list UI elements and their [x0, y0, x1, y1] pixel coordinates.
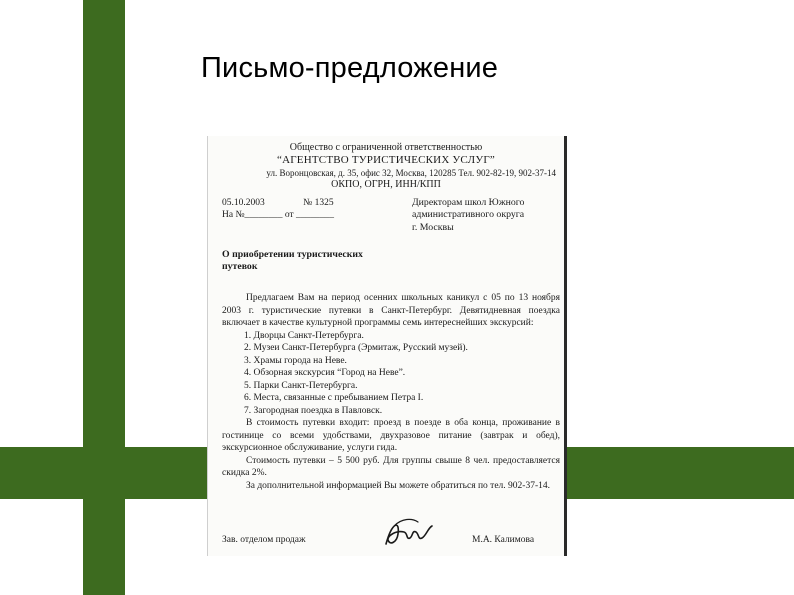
company-form: Общество с ограниченной ответственностью — [289, 142, 483, 153]
letter-contact: За дополнительной информацией Вы можете обратиться по тел. 902-37-14. — [246, 480, 550, 491]
excursion-item: 7. Загородная поездка в Павловск. — [244, 405, 383, 416]
letter-reference: На №________ от ________ — [222, 210, 335, 221]
addressee-line: Директорам школ Южного — [412, 197, 525, 208]
subject-line: О приобретении туристических — [222, 249, 363, 260]
letter-price: Стоимость путевки – 5 500 руб. Для группы свыше 8 чел. предоставляется скидка 2%. — [222, 455, 560, 478]
handwritten-signature — [378, 516, 438, 552]
excursion-list — [222, 330, 560, 418]
excursion-item: 1. Дворцы Санкт-Петербурга. — [244, 330, 364, 341]
addressee-line: г. Москвы — [412, 221, 454, 233]
letter-date: 05.10.2003 — [222, 198, 265, 208]
letter-body — [222, 292, 560, 492]
addressee-block — [412, 197, 562, 234]
excursion-item: 3. Храмы города на Неве. — [244, 355, 347, 366]
excursion-item: 5. Парки Санкт-Петербурга. — [244, 380, 358, 391]
letter-scan — [207, 136, 567, 556]
signer-name: М.А. Калимова — [472, 535, 535, 545]
excursion-item: 6. Места, связанные с пребыванием Петра I. — [244, 393, 424, 403]
excursion-item: 4. Обзорная экскурсия “Город на Неве”. — [244, 368, 406, 378]
slide-title: Письмо-предложение — [201, 52, 499, 84]
letter-intro: Предлагаем Вам на период осенних школьных каникул с 05 по 13 ноября 2003 г. туристические путевки в Санкт-Петербург. Девятидневная поездка включает в качестве культурной программы семь интереснейших экскурсий: — [222, 293, 560, 328]
subject-line: путевок — [222, 261, 258, 273]
company-address: ул. Воронцовская, д. 35, офис 32, Москва, 120285 Тел. 902-82-19, 902-37-14 — [266, 167, 556, 178]
letter-header — [216, 142, 556, 192]
letter-included: В стоимость путевки входит: проезд в поезде в оба конца, проживание в гостинице со всеми удобствами, двухразовое питание (завтрак и обед), экскурсионное обслуживание, услуги гида. — [222, 418, 560, 453]
excursion-item: 2. Музеи Санкт-Петербурга (Эрмитаж, Русский музей). — [244, 343, 468, 353]
signer-position: Зав. отделом продаж — [222, 535, 306, 545]
letter-meta — [222, 197, 372, 222]
company-ids: ОКПО, ОГРН, ИНН/КПП — [331, 179, 441, 191]
letter-number: № 1325 — [303, 198, 334, 208]
letter-subject — [222, 249, 397, 274]
green-vertical-bar — [83, 0, 125, 595]
addressee-line: административного округа — [412, 209, 525, 221]
company-name: “АГЕНТСТВО ТУРИСТИЧЕСКИХ УСЛУГ” — [277, 154, 495, 167]
